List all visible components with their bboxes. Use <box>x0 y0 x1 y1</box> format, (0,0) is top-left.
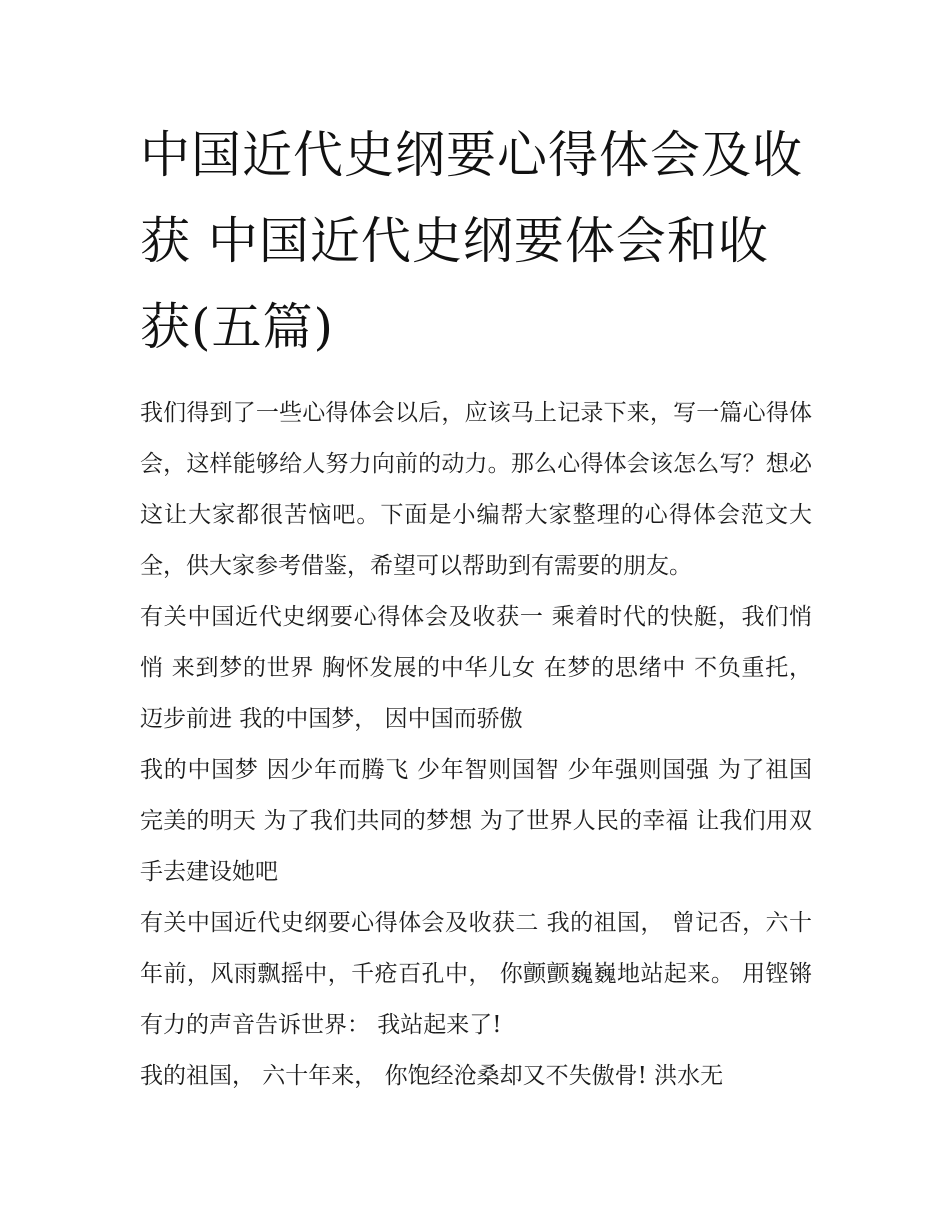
paragraph-essay-two-continued: 我的祖国， 六十年来， 你饱经沧桑却又不失傲骨! 洪水无 <box>140 1063 724 1089</box>
paragraph-essay-two: 有关中国近代史纲要心得体会及收获二 我的祖国， 曾记否，六十年前，风雨飘摇中，千疮百孔中， 你颤颤巍巍地站起来。 用铿锵有力的声音告诉世界： 我站起来了! <box>140 910 812 1038</box>
document-body <box>140 388 812 1102</box>
document-page <box>140 112 812 1102</box>
document-title: 中国近代史纲要心得体会及收获 中国近代史纲要体会和收获(五篇) <box>140 126 803 356</box>
paragraph-essay-one-continued: 我的中国梦 因少年而腾飞 少年智则国智 少年强则国强 为了祖国完美的明天 为了我们共同的梦想 为了世界人民的幸福 让我们用双手去建设她吧 <box>140 757 812 885</box>
paragraph-intro: 我们得到了一些心得体会以后，应该马上记录下来，写一篇心得体会，这样能够给人努力向前的动力。那么心得体会该怎么写？想必这让大家都很苦恼吧。下面是小编帮大家整理的心得体会范文大全，供大家参考借鉴，希望可以帮助到有需要的朋友。 <box>140 400 812 579</box>
paragraph-essay-one: 有关中国近代史纲要心得体会及收获一 乘着时代的快艇，我们悄悄 来到梦的世界 胸怀发展的中华儿女 在梦的思绪中 不负重托，迈步前进 我的中国梦， 因中国而骄傲 <box>140 604 812 732</box>
